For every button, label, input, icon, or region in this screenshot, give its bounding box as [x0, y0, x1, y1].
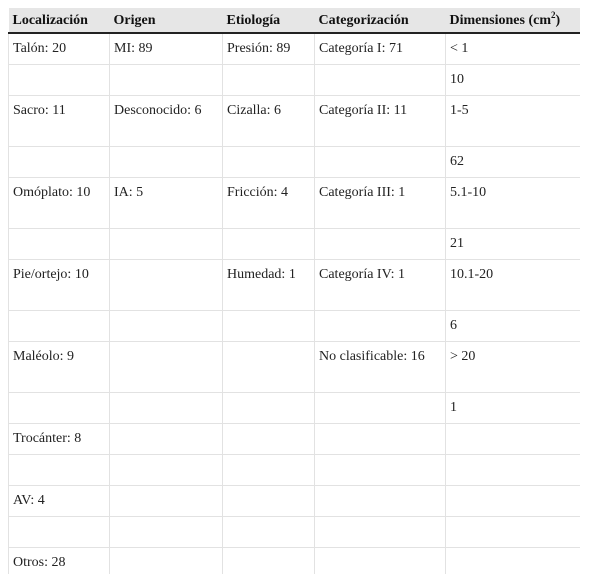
cell-dimensiones: 10 — [446, 65, 581, 96]
cell-etiologia: Humedad: 1 — [223, 260, 315, 311]
cell-etiologia — [223, 455, 315, 486]
header-etiologia: Etiología — [223, 8, 315, 33]
cell-origen — [110, 393, 223, 424]
data-table — [8, 8, 580, 574]
header-dimensiones-text: Dimensiones (cm — [449, 13, 551, 28]
table-body — [9, 33, 581, 574]
cell-origen: MI: 89 — [110, 33, 223, 65]
cell-dimensiones — [446, 486, 581, 517]
cell-origen: IA: 5 — [110, 178, 223, 229]
cell-origen: Desconocido: 6 — [110, 96, 223, 147]
cell-categorizacion — [315, 424, 446, 455]
cell-dimensiones — [446, 455, 581, 486]
cell-categorizacion — [315, 229, 446, 260]
cell-dimensiones: 1 — [446, 393, 581, 424]
table-row — [9, 424, 581, 455]
header-localizacion: Localización — [9, 8, 110, 33]
cell-origen — [110, 147, 223, 178]
table-row — [9, 517, 581, 548]
cell-localizacion — [9, 517, 110, 548]
header-dimensiones-suffix: ) — [555, 13, 561, 28]
cell-dimensiones: 10.1-20 — [446, 260, 581, 311]
table-row — [9, 147, 581, 178]
cell-localizacion — [9, 393, 110, 424]
cell-localizacion — [9, 455, 110, 486]
cell-categorizacion — [315, 311, 446, 342]
cell-localizacion — [9, 229, 110, 260]
cell-categorizacion — [315, 393, 446, 424]
table-row — [9, 178, 581, 229]
header-dimensiones — [446, 8, 581, 33]
cell-etiologia — [223, 342, 315, 393]
table-row — [9, 33, 581, 65]
cell-categorizacion: No clasificable: 16 — [315, 342, 446, 393]
cell-localizacion: AV: 4 — [9, 486, 110, 517]
cell-dimensiones: 5.1-10 — [446, 178, 581, 229]
cell-localizacion: Omóplato: 10 — [9, 178, 110, 229]
cell-localizacion: Sacro: 11 — [9, 96, 110, 147]
cell-origen — [110, 311, 223, 342]
cell-localizacion: Otros: 28 — [9, 548, 110, 575]
header-superscript: 2 — [551, 10, 556, 20]
cell-etiologia — [223, 548, 315, 575]
cell-dimensiones — [446, 548, 581, 575]
cell-categorizacion: Categoría III: 1 — [315, 178, 446, 229]
cell-dimensiones: 6 — [446, 311, 581, 342]
cell-etiologia — [223, 311, 315, 342]
cell-categorizacion — [315, 455, 446, 486]
cell-etiologia — [223, 65, 315, 96]
cell-localizacion: Maléolo: 9 — [9, 342, 110, 393]
cell-etiologia: Cizalla: 6 — [223, 96, 315, 147]
cell-categorizacion — [315, 65, 446, 96]
header-origen: Origen — [110, 8, 223, 33]
cell-origen — [110, 486, 223, 517]
cell-dimensiones: 21 — [446, 229, 581, 260]
cell-etiologia — [223, 393, 315, 424]
table-row — [9, 311, 581, 342]
table-row — [9, 229, 581, 260]
cell-etiologia: Presión: 89 — [223, 33, 315, 65]
cell-etiologia — [223, 147, 315, 178]
cell-origen — [110, 424, 223, 455]
table-row — [9, 455, 581, 486]
cell-dimensiones — [446, 517, 581, 548]
cell-categorizacion — [315, 517, 446, 548]
header-categorizacion: Categorización — [315, 8, 446, 33]
cell-dimensiones: < 1 — [446, 33, 581, 65]
cell-etiologia — [223, 517, 315, 548]
cell-categorizacion — [315, 147, 446, 178]
table-row — [9, 342, 581, 393]
cell-origen — [110, 260, 223, 311]
cell-etiologia — [223, 486, 315, 517]
table-row — [9, 260, 581, 311]
cell-categorizacion: Categoría II: 11 — [315, 96, 446, 147]
cell-localizacion — [9, 311, 110, 342]
cell-etiologia — [223, 424, 315, 455]
table-container — [8, 8, 580, 574]
cell-etiologia: Fricción: 4 — [223, 178, 315, 229]
cell-categorizacion: Categoría IV: 1 — [315, 260, 446, 311]
cell-dimensiones: 62 — [446, 147, 581, 178]
table-row — [9, 486, 581, 517]
cell-localizacion — [9, 147, 110, 178]
table-row — [9, 65, 581, 96]
cell-origen — [110, 229, 223, 260]
table-row — [9, 393, 581, 424]
cell-categorizacion — [315, 486, 446, 517]
cell-localizacion — [9, 65, 110, 96]
cell-categorizacion — [315, 548, 446, 575]
cell-localizacion: Trocánter: 8 — [9, 424, 110, 455]
cell-localizacion: Pie/ortejo: 10 — [9, 260, 110, 311]
cell-origen — [110, 65, 223, 96]
table-row — [9, 96, 581, 147]
table-row — [9, 548, 581, 575]
cell-origen — [110, 548, 223, 575]
cell-localizacion: Talón: 20 — [9, 33, 110, 65]
cell-origen — [110, 517, 223, 548]
cell-origen — [110, 342, 223, 393]
cell-categorizacion: Categoría I: 71 — [315, 33, 446, 65]
table-header — [9, 8, 581, 33]
cell-dimensiones — [446, 424, 581, 455]
cell-dimensiones: > 20 — [446, 342, 581, 393]
cell-etiologia — [223, 229, 315, 260]
cell-origen — [110, 455, 223, 486]
header-row — [9, 8, 581, 33]
cell-dimensiones: 1-5 — [446, 96, 581, 147]
